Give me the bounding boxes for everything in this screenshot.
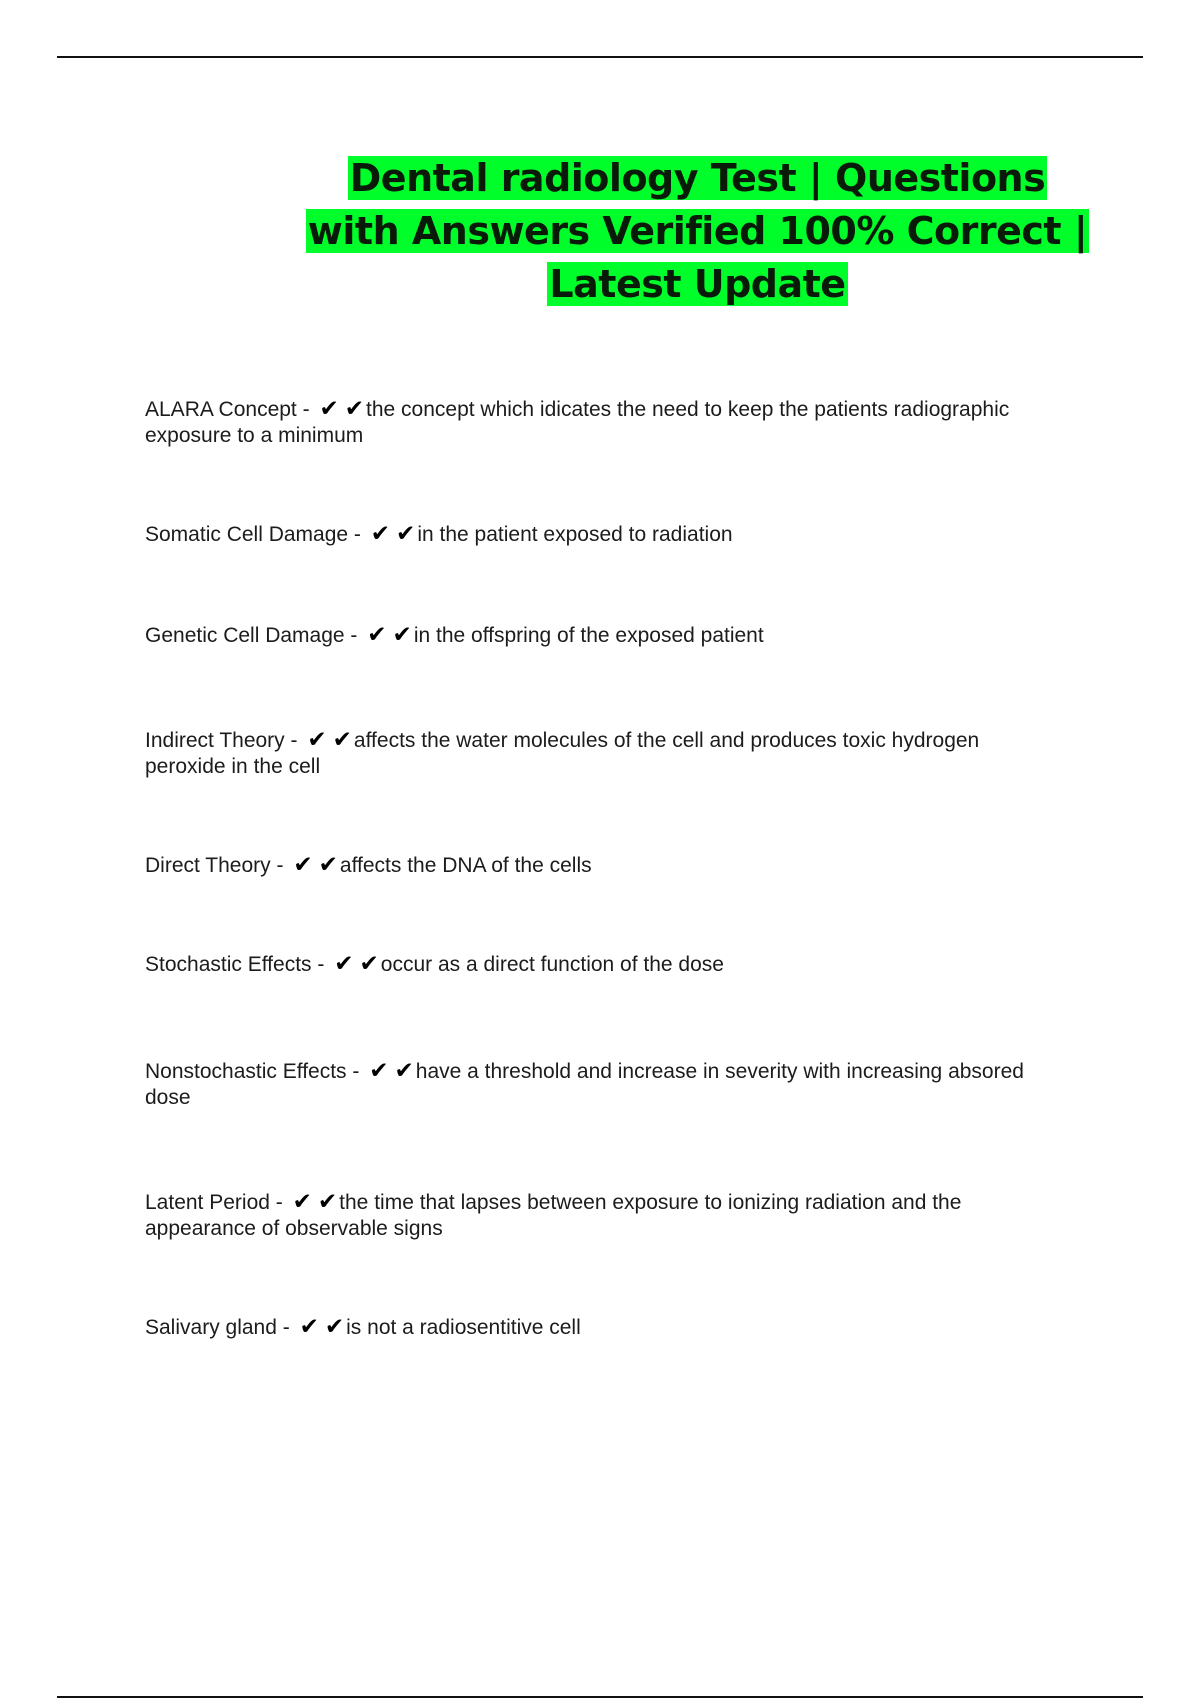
qa-separator: - xyxy=(344,624,364,647)
qa-separator: - xyxy=(346,1060,366,1083)
checkmark-icon: ✔ xyxy=(292,1189,312,1215)
checkmark-icon: ✔ xyxy=(396,521,416,547)
qa-term: Somatic Cell Damage xyxy=(145,523,349,546)
checkmark-icon: ✔ xyxy=(369,1058,389,1084)
qa-definition: is not a radiosentitive cell xyxy=(346,1316,581,1339)
qa-separator: - xyxy=(270,854,290,877)
qa-term: Indirect Theory xyxy=(145,729,285,752)
qa-separator: - xyxy=(276,1316,296,1339)
qa-term: Salivary gland xyxy=(145,1316,277,1339)
qa-definition: affects the DNA of the cells xyxy=(339,854,592,877)
qa-term: Latent Period xyxy=(145,1191,270,1214)
qa-term: Genetic Cell Damage xyxy=(145,624,345,647)
checkmark-icon: ✔ xyxy=(367,622,387,648)
qa-separator: - xyxy=(296,398,316,421)
checkmark-icon: ✔ xyxy=(299,1314,319,1340)
qa-item xyxy=(145,951,1025,978)
qa-definition: affects the water molecules of the cell and produces toxic hydrogen peroxide in the cell xyxy=(145,729,980,778)
qa-separator: - xyxy=(284,729,304,752)
qa-definition: have a threshold and increase in severity with increasing absored dose xyxy=(145,1060,1024,1109)
qa-item xyxy=(145,727,1025,780)
checkmark-icon: ✔ xyxy=(394,1058,414,1084)
qa-item xyxy=(145,396,1025,449)
checkmark-icon: ✔ xyxy=(344,396,364,422)
top-rule xyxy=(57,56,1143,58)
checkmark-icon: ✔ xyxy=(318,852,338,878)
checkmark-icon: ✔ xyxy=(332,727,352,753)
document-title: Dental radiology Test | Questions with Answers Verified 100% Correct | Latest Update xyxy=(307,156,1088,306)
bottom-rule xyxy=(57,1696,1143,1698)
qa-definition: the time that lapses between exposure to ionizing radiation and the appearance of observable signs xyxy=(145,1191,962,1240)
qa-item xyxy=(145,1058,1025,1111)
qa-term: Nonstochastic Effects xyxy=(145,1060,347,1083)
qa-definition: in the offspring of the exposed patient xyxy=(413,624,764,647)
checkmark-icon: ✔ xyxy=(392,622,412,648)
qa-definition: in the patient exposed to radiation xyxy=(417,523,733,546)
checkmark-icon: ✔ xyxy=(307,727,327,753)
checkmark-icon: ✔ xyxy=(359,951,379,977)
qa-term: Stochastic Effects xyxy=(145,953,312,976)
qa-separator: - xyxy=(269,1191,289,1214)
document-title-block xyxy=(300,152,1095,311)
checkmark-icon: ✔ xyxy=(334,951,354,977)
checkmark-icon: ✔ xyxy=(370,521,391,547)
qa-definition: occur as a direct function of the dose xyxy=(380,953,724,976)
checkmark-icon: ✔ xyxy=(319,396,339,422)
qa-term: ALARA Concept xyxy=(145,398,297,421)
qa-separator: - xyxy=(348,523,367,546)
qa-definition: the concept which idicates the need to keep the patients radiographic exposure to a minimum xyxy=(145,398,1010,447)
qa-item xyxy=(145,1189,1025,1242)
qa-item xyxy=(145,521,1025,548)
checkmark-icon: ✔ xyxy=(293,852,313,878)
qa-separator: - xyxy=(311,953,331,976)
qa-term: Direct Theory xyxy=(145,854,271,877)
qa-item xyxy=(145,1314,1025,1341)
checkmark-icon: ✔ xyxy=(324,1314,345,1340)
qa-item xyxy=(145,622,1025,649)
qa-item xyxy=(145,852,1025,879)
checkmark-icon: ✔ xyxy=(317,1189,338,1215)
